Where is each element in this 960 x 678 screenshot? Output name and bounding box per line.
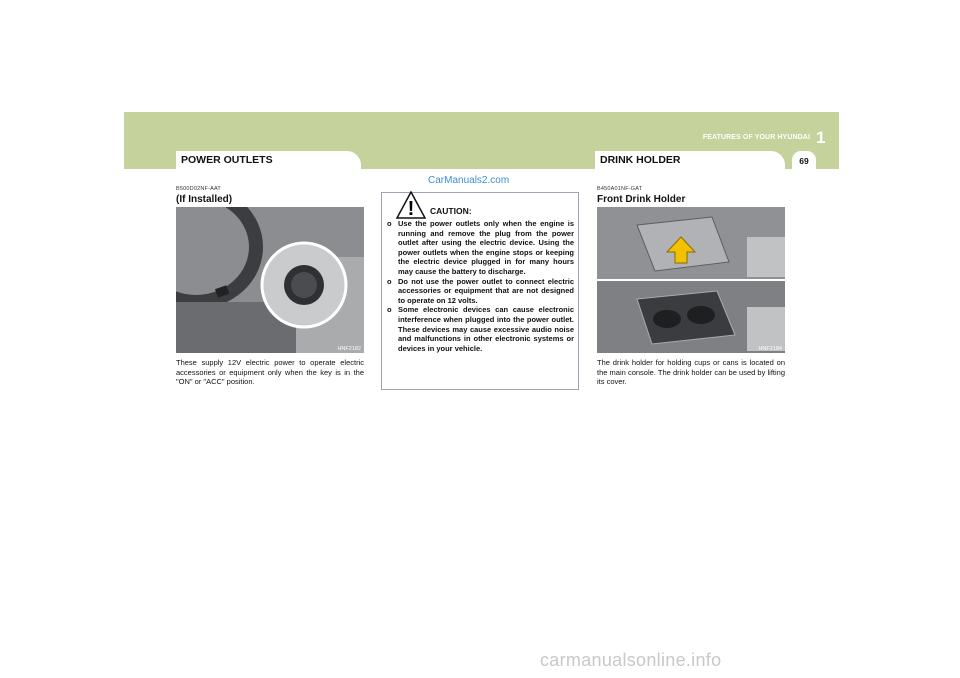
- power-outlet-photo-label: HNF2182: [337, 346, 361, 352]
- warning-icon: [396, 191, 426, 219]
- right-subheading: Front Drink Holder: [597, 194, 686, 205]
- section-title-power-outlets: POWER OUTLETS: [176, 151, 361, 169]
- caution-box: [381, 192, 579, 390]
- caution-list: [386, 219, 574, 353]
- watermark-text[interactable]: CarManuals2.com: [428, 175, 510, 186]
- footer-watermark: carmanualsonline.info: [540, 650, 722, 670]
- caution-item: o Do not use the power outlet to connect electric accessories or equipment that are not designed to operate on 12 volts.: [386, 277, 574, 306]
- power-outlet-illustration: [176, 207, 364, 353]
- svg-text:!: !: [407, 198, 415, 219]
- drink-holder-illustration: [597, 207, 785, 353]
- chapter-title: FEATURES OF YOUR HYUNDAI: [702, 134, 810, 141]
- drink-holder-photo: [597, 207, 785, 353]
- power-outlet-photo: [176, 207, 364, 353]
- caution-item: o Use the power outlets only when the engine is running and remove the plug from the power outlet after using the electric device. Using the power outlets when the engine stops or keeping the electric device plugged in for many hours may cause the battery to discharge.: [386, 219, 574, 277]
- chapter-number: 1: [816, 128, 826, 147]
- drink-holder-photo-label: HNF2184: [758, 346, 782, 352]
- right-paragraph: The drink holder for holding cups or cans is located on the main console. The drink holder can be used by lifting its cover.: [597, 358, 785, 387]
- page-number: 69: [792, 151, 816, 169]
- left-paragraph: These supply 12V electric power to operate electric accessories or equipment only when the key is in the "ON" or "ACC" position.: [176, 358, 364, 387]
- left-subheading: (If Installed): [176, 194, 233, 205]
- left-section-code: B500D02NF-AAT: [176, 186, 221, 192]
- section-title-drink-holder: DRINK HOLDER: [595, 151, 785, 169]
- caution-title: CAUTION:: [430, 206, 472, 216]
- caution-item: o Some electronic devices can cause electronic interference when plugged into the power outlet. These devices may cause excessive audio noise and malfunctions in other electronic systems or devices in your vehicle.: [386, 305, 574, 353]
- right-section-code: B450A01NF-GAT: [597, 186, 643, 192]
